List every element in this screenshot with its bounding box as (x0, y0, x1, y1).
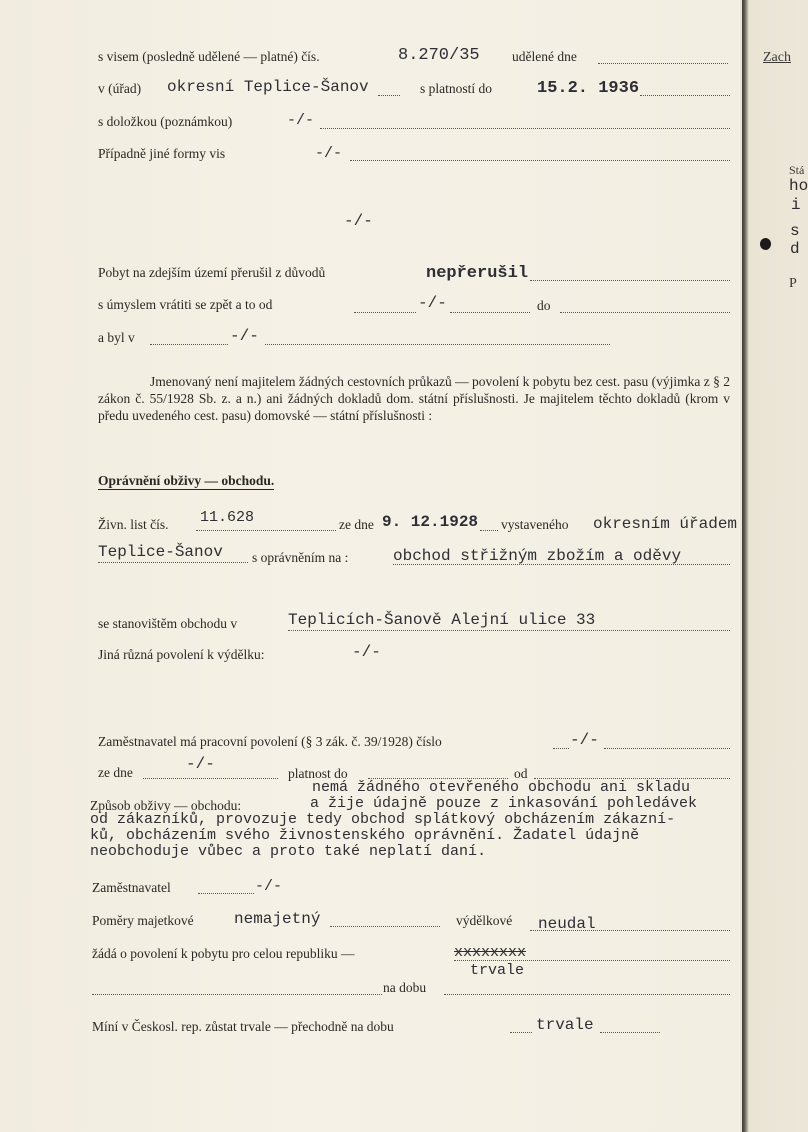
issued-by-cont: Teplice-Šanov (98, 543, 223, 561)
adjacent-word-5: s (790, 222, 800, 240)
od-label: od (514, 766, 528, 781)
interrupted-dotline (530, 280, 730, 281)
license-dotline (196, 530, 336, 531)
livelihood-line-5: neobchoduje vůbec a proto také neplatí daní. (90, 843, 487, 860)
was-in-value: -/- (230, 327, 259, 345)
livelihood-line-2: a žije údajně pouze z inkasování pohledávek (310, 795, 698, 812)
location-label: se stanovištěm obchodu v (98, 616, 238, 631)
request-value-2: trvale (470, 962, 525, 979)
adjacent-word-3: ho (789, 177, 808, 195)
duration-dotline-a (92, 994, 382, 995)
return-dotline-a (354, 312, 416, 313)
adjacent-word-6: d (790, 240, 800, 258)
stay-label: Míní v Českosl. rep. zůstat trvale — přechodně na dobu (92, 1019, 394, 1034)
blank-value: -/- (344, 212, 373, 230)
stay-value: trvale (536, 1016, 594, 1034)
other-forms-value: -/- (315, 145, 343, 162)
other-forms-label: Případně jiné formy vis (98, 146, 226, 161)
until-label: do (537, 298, 551, 313)
from-label: ze dne (98, 765, 133, 780)
stay-dotline-a (510, 1032, 532, 1033)
until-dotline (560, 312, 730, 313)
license-number: 11.628 (200, 509, 255, 526)
interrupted-value: nepřerušil (426, 264, 529, 283)
permit-label: Zaměstnavatel má pracovní povolení (§ 3 zák. č. 39/1928) číslo (98, 734, 442, 749)
issued-by-label: vystaveného (501, 517, 569, 532)
clause-label: s doložkou (poznámkou) (98, 114, 233, 129)
stay-dotline-b (600, 1032, 660, 1033)
request-label: žádá o povolení k pobytu pro celou republiku — (92, 946, 355, 961)
return-label: s úmyslem vrátiti se zpět a to od (98, 297, 273, 312)
office-value: okresní Teplice-Šanov (167, 78, 369, 96)
adjacent-word-1: Zach (763, 50, 791, 65)
was-in-dotline-b (265, 344, 610, 345)
earnings-value: neudal (538, 915, 596, 933)
location-dotline (288, 630, 730, 631)
date-value: 9. 12.1928 (382, 513, 479, 531)
adjacent-word-2: Stá (789, 163, 805, 177)
duration-label: na dobu (383, 980, 427, 995)
request-value: xxxxxxxx (454, 944, 527, 961)
employer-label: Zaměstnavatel (92, 880, 171, 895)
duration-dotline-b (444, 994, 730, 995)
authority-value: obchod střižným zbožím a oděvy (393, 547, 682, 565)
authority-label: s oprávněním na : (252, 550, 349, 565)
employer-value: -/- (255, 878, 283, 895)
clause-value: -/- (287, 112, 315, 129)
clause-dotline (320, 128, 730, 129)
issued-by-value: okresním úřadem (593, 515, 738, 533)
return-value: -/- (418, 294, 447, 312)
interrupted-label: Pobyt na zdejším území přerušil z důvodů (98, 265, 326, 280)
livelihood-label: Způsob obživy — obchodu: (90, 798, 242, 813)
from-value: -/- (186, 755, 215, 773)
adjacent-word-7: P (789, 276, 797, 291)
earnings-dotline (530, 930, 730, 931)
permit-value: -/- (570, 731, 599, 749)
issued-by-dotline (98, 562, 248, 563)
other-permits-value: -/- (352, 643, 381, 661)
adjacent-page (742, 0, 808, 1132)
location-value: Teplicích-Šanově Alejní ulice 33 (288, 611, 596, 629)
earnings-label: výdělkové (456, 913, 513, 928)
issued-dotline (598, 63, 728, 64)
livelihood-line-3: od zákazníků, provozuje tedy obchod splátkový obcházením zákazní- (90, 811, 676, 828)
date-label: ze dne (339, 517, 374, 532)
validity-emp-label: platnost do (288, 766, 348, 781)
validity-dotline (640, 95, 730, 96)
employer-dotline (198, 893, 254, 894)
date-dotline (480, 530, 498, 531)
was-in-dotline-a (150, 344, 228, 345)
livelihood-line-1: nemá žádného otevřeného obchodu ani skladu (312, 779, 691, 796)
business-heading: Oprávnění obživy — obchodu. (98, 473, 275, 488)
from-dotline (143, 778, 278, 779)
authority-dotline (393, 564, 730, 565)
office-dotline (378, 95, 400, 96)
property-label: Poměry majetkové (92, 913, 194, 928)
validity-value: 15.2. 1936 (537, 79, 640, 98)
permit-dotline-a (553, 748, 569, 749)
other-permits-label: Jiná různá povolení k výdělku: (98, 647, 265, 662)
livelihood-line-4: ků, obcházením svého živnostenského oprávnění. Žadatel údajně (90, 827, 640, 844)
adjacent-word-4: i (791, 196, 801, 214)
punch-hole (760, 238, 771, 250)
other-forms-dotline (350, 160, 730, 161)
visa-label: s visem (posledně udělené — platné) čís. (98, 49, 320, 64)
passport-note: Jmenovaný není majitelem žádných cestovních průkazů — povolení k pobytu bez cest. pasu (výjimka z § 2 zákon č. 55/1928 Sb. z. a n.) ani žádných dokladů dom. státní příslušnosti. Je majitelem těchto dokladů (krom v předu uvedeného cest. pasu) domovské — státní příslušnosti : (98, 374, 730, 423)
permit-dotline-b (604, 748, 730, 749)
request-dotline (454, 960, 730, 961)
return-dotline-b (450, 312, 530, 313)
property-dotline (330, 926, 440, 927)
visa-number: 8.270/35 (398, 46, 480, 65)
was-in-label: a byl v (98, 330, 135, 345)
license-label: Živn. list čís. (98, 517, 169, 532)
validity-label: s platností do (420, 81, 493, 96)
property-value: nemajetný (234, 910, 321, 928)
office-label: v (úřad) (98, 81, 142, 96)
issued-label: udělené dne (512, 49, 577, 64)
